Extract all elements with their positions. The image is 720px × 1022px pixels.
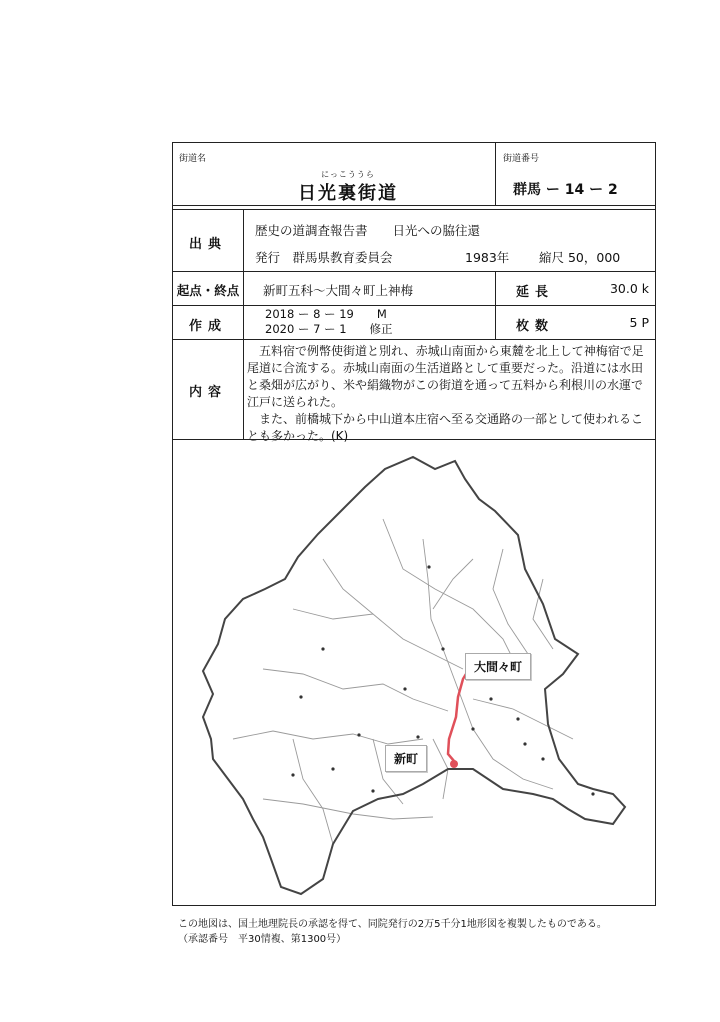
length-value: 30.0 k xyxy=(609,281,649,296)
route-name-label: 街道名 xyxy=(179,154,207,164)
content-paragraph-1: 五料宿で例幣使街道と別れ、赤城山南面から東麓を北上して神梅宿で足尾道に合流する。赤城山南面の生活道路として重要だった。沿道には水田と桑畑が広がり、米や絹織物がこの街道を通って五料から利根川の水運で江戸に送られた。 xyxy=(247,344,644,409)
municipal-office-dot xyxy=(416,735,419,738)
map-label-end: 大間々町 xyxy=(465,653,531,680)
municipal-office-dot xyxy=(331,767,334,770)
pages-value: 5 P xyxy=(629,315,649,330)
municipal-office-dot xyxy=(321,647,324,650)
prefecture-border xyxy=(203,457,625,894)
source-publisher: 発行 群馬県教育委員会 xyxy=(255,250,393,265)
length-label: 延長 xyxy=(515,285,554,300)
endpoints-label: 起点・終点 xyxy=(176,283,240,298)
municipal-office-dot xyxy=(591,792,594,795)
content-body xyxy=(247,343,651,445)
map-label-start: 新町 xyxy=(385,745,427,772)
creation-date-2: 2020 ー 7 ー 1 修正 xyxy=(265,322,393,336)
map-credit-line-2: （承認番号 平30情複、第1300号） xyxy=(178,934,347,945)
route-name: 日光裏街道 xyxy=(298,183,398,204)
municipal-office-dot xyxy=(403,687,406,690)
route-start-marker xyxy=(450,760,458,768)
municipal-boundary xyxy=(473,699,573,739)
municipal-office-dot xyxy=(516,717,519,720)
municipal-office-dot xyxy=(371,789,374,792)
municipal-boundary xyxy=(323,559,373,614)
municipal-office-dot xyxy=(489,697,492,700)
endpoints-value: 新町五科～大間々町上神梅 xyxy=(263,283,414,298)
municipal-office-dot xyxy=(357,733,360,736)
municipal-office-dot xyxy=(291,773,294,776)
municipal-office-dot xyxy=(427,565,430,568)
municipal-office-dot xyxy=(471,727,474,730)
municipal-boundary xyxy=(433,559,473,609)
municipal-office-dot xyxy=(441,647,444,650)
municipal-boundary xyxy=(293,739,333,844)
route-name-ruby: にっこううら xyxy=(321,170,375,179)
creation-label: 作成 xyxy=(188,319,227,334)
route-number-label: 街道番号 xyxy=(503,154,540,164)
municipal-boundary xyxy=(263,669,448,711)
municipal-boundary xyxy=(233,731,423,744)
map-credit-line-1: この地図は、国土地理院長の承認を得て、同院発行の2万5千分1地形図を複製したものである。 xyxy=(178,919,607,930)
municipal-office-dot xyxy=(523,742,526,745)
gunma-map xyxy=(173,439,655,905)
pages-label: 枚数 xyxy=(515,319,554,334)
municipal-boundary xyxy=(493,549,528,654)
source-year: 1983年 xyxy=(465,250,510,265)
map-svg xyxy=(173,439,655,905)
source-scale: 縮尺 50，000 xyxy=(539,250,621,265)
route-number: 群馬 ー 14 ー 2 xyxy=(513,182,618,198)
municipal-boundary xyxy=(263,799,433,819)
content-label: 内容 xyxy=(188,385,227,400)
source-title: 歴史の道調査報告書 日光への脇往還 xyxy=(255,223,481,238)
municipal-boundary xyxy=(433,739,448,799)
creation-date-1: 2018 ー 8 ー 19 M xyxy=(265,307,387,321)
municipal-boundary xyxy=(293,609,463,669)
route-sheet xyxy=(172,142,656,906)
municipal-office-dot xyxy=(299,695,302,698)
municipal-boundary xyxy=(473,729,553,789)
municipal-office-dot xyxy=(541,757,544,760)
source-label: 出典 xyxy=(188,237,227,252)
content-paragraph-2: また、前橋城下から中山道本庄宿へ至る交通路の一部として使われることも多かった。(K) xyxy=(247,412,644,443)
